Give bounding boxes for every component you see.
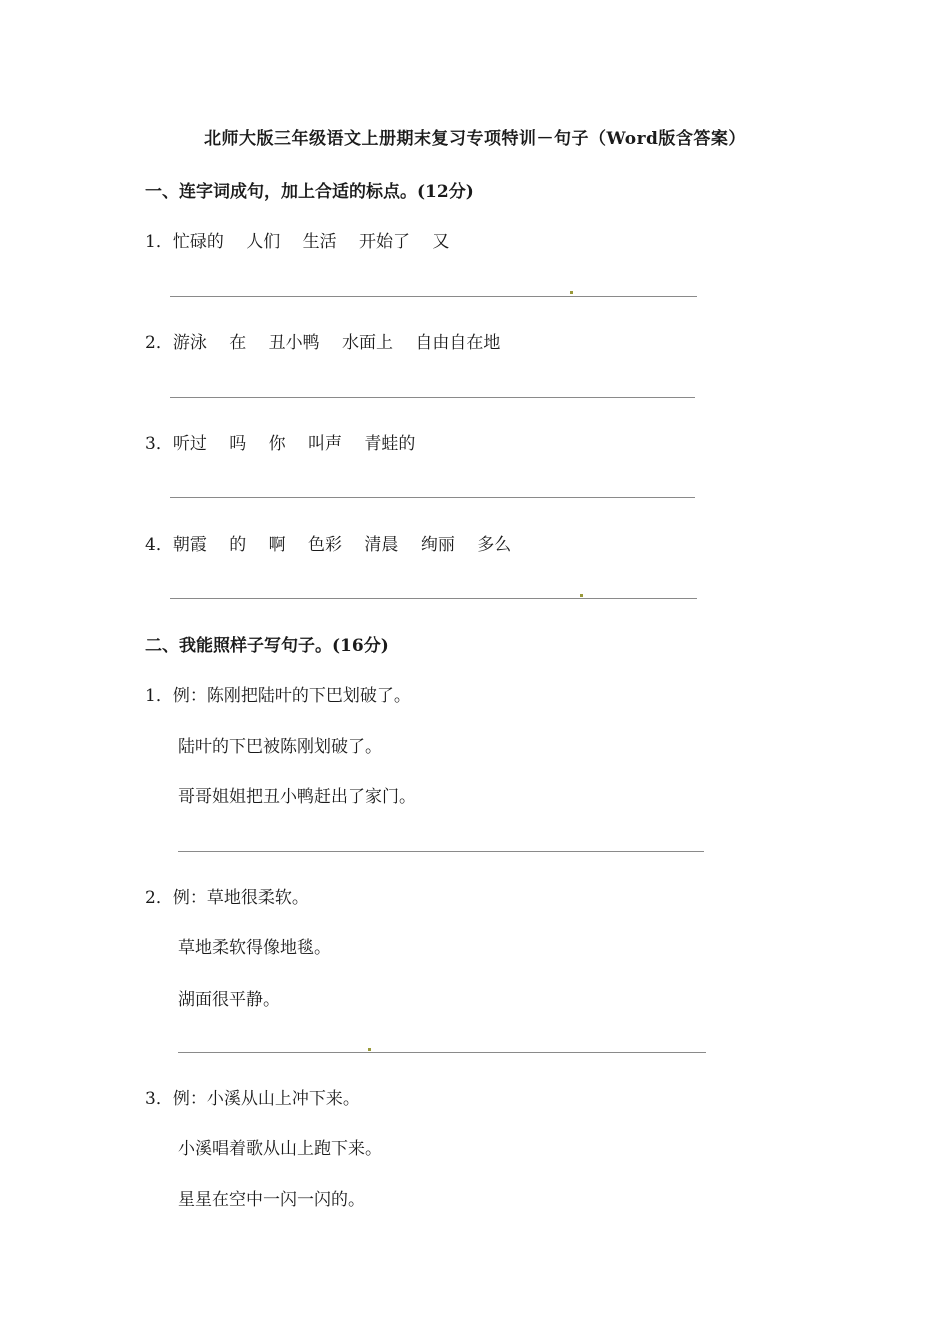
answer-line-s1-3[interactable] — [170, 497, 695, 498]
s2-item-3-prompt: 星星在空中一闪一闪的。 — [178, 1190, 365, 1210]
s2-item-1-model: 陆叶的下巴被陈刚划破了。 — [178, 737, 382, 757]
s2-item-3-model: 小溪唱着歌从山上跑下来。 — [178, 1139, 382, 1159]
s2-item-1-prompt: 哥哥姐姐把丑小鸭赶出了家门。 — [178, 787, 416, 807]
stray-mark — [368, 1048, 371, 1051]
s2-item-2-prompt: 湖面很平静。 — [178, 990, 280, 1010]
answer-line-s2-1[interactable] — [178, 851, 704, 852]
stray-mark — [580, 594, 583, 597]
answer-line-s2-2[interactable] — [178, 1052, 706, 1053]
answer-line-s1-4[interactable] — [170, 598, 697, 599]
s2-item-2-example: 2．例：草地很柔软。 — [145, 888, 309, 908]
s1-item-4: 4．朝霞 的 啊 色彩 清晨 绚丽 多么 — [145, 535, 512, 555]
answer-line-s1-2[interactable] — [170, 397, 695, 398]
section-1-heading: 一、连字词成句，加上合适的标点。(12分) — [145, 182, 474, 202]
s1-item-1: 1．忙碌的 人们 生活 开始了 又 — [145, 232, 450, 252]
s2-item-1-example: 1．例：陈刚把陆叶的下巴划破了。 — [145, 686, 411, 706]
section-2-heading: 二、我能照样子写句子。(16分) — [145, 636, 389, 656]
s1-item-3: 3．听过 吗 你 叫声 青蛙的 — [145, 434, 416, 454]
page-title: 北师大版三年级语文上册期末复习专项特训－句子（Word版含答案） — [204, 129, 746, 149]
answer-line-s1-1[interactable] — [170, 296, 697, 297]
stray-mark — [570, 291, 573, 294]
s1-item-2: 2．游泳 在 丑小鸭 水面上 自由自在地 — [145, 333, 501, 353]
s2-item-3-example: 3．例：小溪从山上冲下来。 — [145, 1089, 360, 1109]
s2-item-2-model: 草地柔软得像地毯。 — [178, 938, 331, 958]
